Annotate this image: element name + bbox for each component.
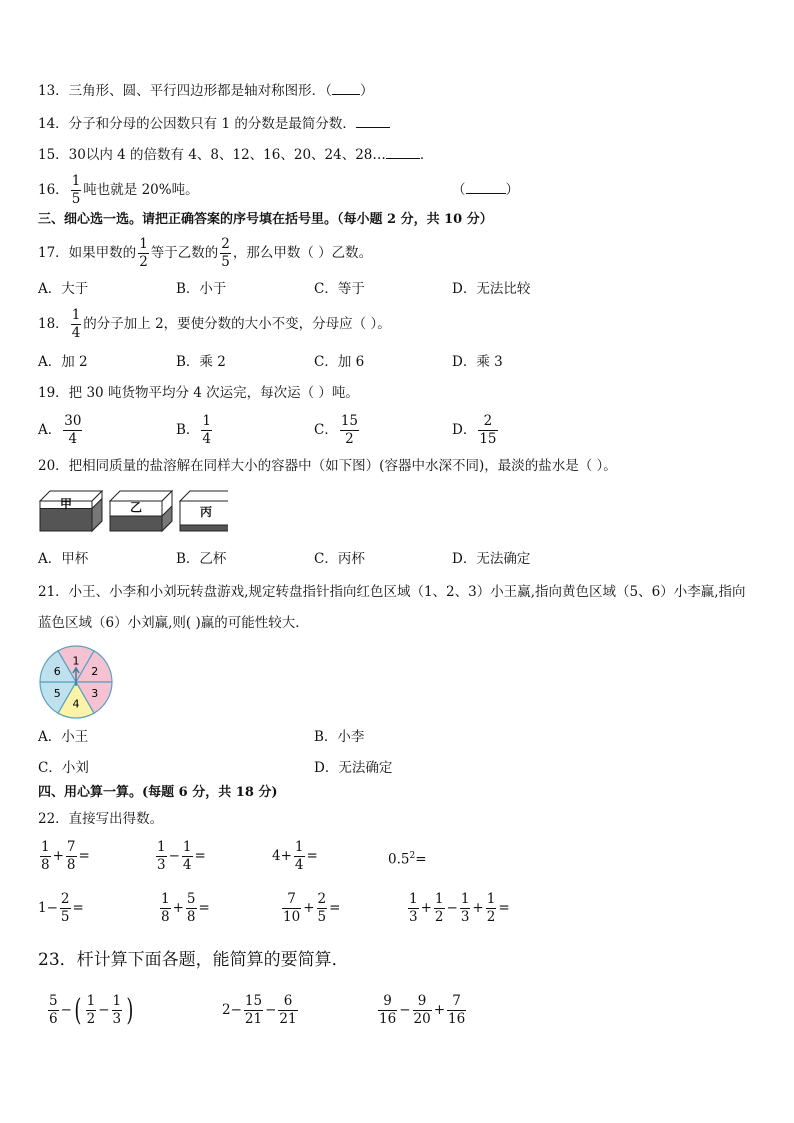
option-c[interactable]: C．小刘 <box>38 760 89 776</box>
question-16: 16． $\frac{1}{5}$ 吨也就是 20%吨。 <box>38 172 199 207</box>
option-c[interactable]: C． $\frac{15}{2}$ <box>314 412 359 447</box>
option-d[interactable]: D．无法确定 <box>314 760 393 776</box>
fraction: $\frac{1}{2}$ <box>139 235 148 270</box>
answer-blank[interactable] <box>466 181 506 194</box>
calc-22-3: 4+ $\frac{1}{4}$ = <box>272 838 318 873</box>
option-b[interactable]: B．小李 <box>314 729 365 745</box>
option-a[interactable]: A．加 2 <box>38 354 88 370</box>
containers-figure <box>38 489 228 539</box>
option-b[interactable]: B．乘 2 <box>176 354 226 370</box>
answer-blank[interactable] <box>332 82 360 95</box>
container-1 <box>40 491 102 531</box>
fraction: $\frac{1}{4}$ <box>71 306 81 341</box>
answer-blank[interactable] <box>386 146 420 159</box>
question-21-line1: 21．小王、小李和小刘玩转盘游戏,规定转盘指针指向红色区域（1、2、3）小王赢,指向黄色区域（5、6）小李赢,指向 <box>38 584 746 600</box>
calc-23-3: $\frac{9}{16}$ − $\frac{9}{20}$ + $\frac{7}{16}$ <box>379 992 466 1027</box>
container-label: 乙 <box>130 500 143 515</box>
option-d[interactable]: D．无法确定 <box>452 551 531 567</box>
spinner-number: 1 <box>72 654 80 668</box>
container-3 <box>180 491 228 531</box>
option-d[interactable]: D．乘 3 <box>452 354 503 370</box>
question-22: 22．直接写出得数。 <box>38 811 164 827</box>
calc-23-2: 2− $\frac{15}{21}$ − $\frac{6}{21}$ <box>222 992 297 1027</box>
question-14: 14．分子和分母的公因数只有 1 的分数是最简分数． <box>38 115 390 133</box>
calc-22-1: $\frac{1}{8}$ + $\frac{7}{8}$ = <box>41 838 90 873</box>
q16-answer-paren: （ ） <box>452 182 519 198</box>
question-23: 23．杆计算下面各题，能简算的要简算． <box>38 950 349 970</box>
calc-22-7: $\frac{7}{10}$ + $\frac{2}{5}$ = <box>283 890 341 925</box>
question-19: 19．把 30 吨货物平均分 4 次运完，每次运（ ）吨。 <box>38 385 359 401</box>
option-a[interactable]: A．甲杯 <box>38 551 89 567</box>
question-15: 15．30以内 4 的倍数有 4、8、12、16、20、24、28… ． <box>38 147 434 163</box>
q13-text: 13．三角形、圆、平行四边形都是轴对称图形．（ <box>38 83 332 99</box>
option-c[interactable]: C．丙杯 <box>314 551 365 567</box>
spinner-figure <box>36 645 116 721</box>
section-3-heading: 三、细心选一选。请把正确答案的序号填在括号里。（每小题 2 分，共 10 分） <box>38 212 493 227</box>
option-a[interactable]: A．大于 <box>38 281 89 297</box>
calc-23-1: $\frac{5}{6}$ −( $\frac{1}{2}$ − $\frac{1}{3}$ ) <box>49 992 134 1028</box>
calc-22-2: $\frac{1}{3}$ − $\frac{1}{4}$ = <box>157 838 206 873</box>
calc-22-4: $0.5^2=$ <box>388 851 427 868</box>
container-2 <box>110 491 172 531</box>
spinner-number: 6 <box>53 665 61 679</box>
option-b[interactable]: B． $\frac{1}{4}$ <box>176 412 212 447</box>
calc-22-5: 1− $\frac{2}{5}$ = <box>38 890 84 925</box>
question-20: 20．把相同质量的盐溶解在同样大小的容器中（如下图）(容器中水深不同)，最淡的盐水是（ ）。 <box>38 458 617 474</box>
calc-22-6: $\frac{1}{8}$ + $\frac{5}{8}$ = <box>161 890 210 925</box>
option-c[interactable]: C．加 6 <box>314 354 365 370</box>
question-17: 17．如果甲数的 $\frac{1}{2}$ 等于乙数的 $\frac{2}{5}$ ，那么甲数（ ）乙数。 <box>38 235 373 270</box>
spinner-number: 3 <box>91 686 99 700</box>
option-a[interactable]: A．小王 <box>38 729 89 745</box>
question-18: 18． $\frac{1}{4}$ 的分子加上 2，要使分数的大小不变，分母应（ ）。 <box>38 306 391 341</box>
option-c[interactable]: C．等于 <box>314 281 365 297</box>
question-21-line2: 蓝色区域（6）小刘赢,则( )赢的可能性较大． <box>38 615 309 631</box>
option-d[interactable]: D． $\frac{2}{15}$ <box>452 412 497 447</box>
spinner-number: 5 <box>53 686 61 700</box>
option-b[interactable]: B．小于 <box>176 281 227 297</box>
option-d[interactable]: D．无法比较 <box>452 281 531 297</box>
spinner-number: 2 <box>91 665 99 679</box>
section-4-heading: 四、用心算一算。(每题 6 分，共 18 分) <box>38 785 278 800</box>
option-a[interactable]: A． $\frac{30}{4}$ <box>38 412 82 447</box>
container-label: 甲 <box>60 496 73 511</box>
answer-blank[interactable] <box>356 115 390 128</box>
fraction: $\frac{1}{5}$ <box>71 172 81 207</box>
container-label: 丙 <box>200 505 213 519</box>
question-13: 13．三角形、圆、平行四边形都是轴对称图形．（ ） <box>38 83 374 99</box>
fraction: $\frac{2}{5}$ <box>221 235 230 270</box>
calc-22-8: $\frac{1}{3}$ + $\frac{1}{2}$ − $\frac{1}{3}$ + $\frac{1}{2}$ = <box>409 890 510 925</box>
spinner-number: 4 <box>72 697 80 711</box>
option-b[interactable]: B．乙杯 <box>176 551 227 567</box>
